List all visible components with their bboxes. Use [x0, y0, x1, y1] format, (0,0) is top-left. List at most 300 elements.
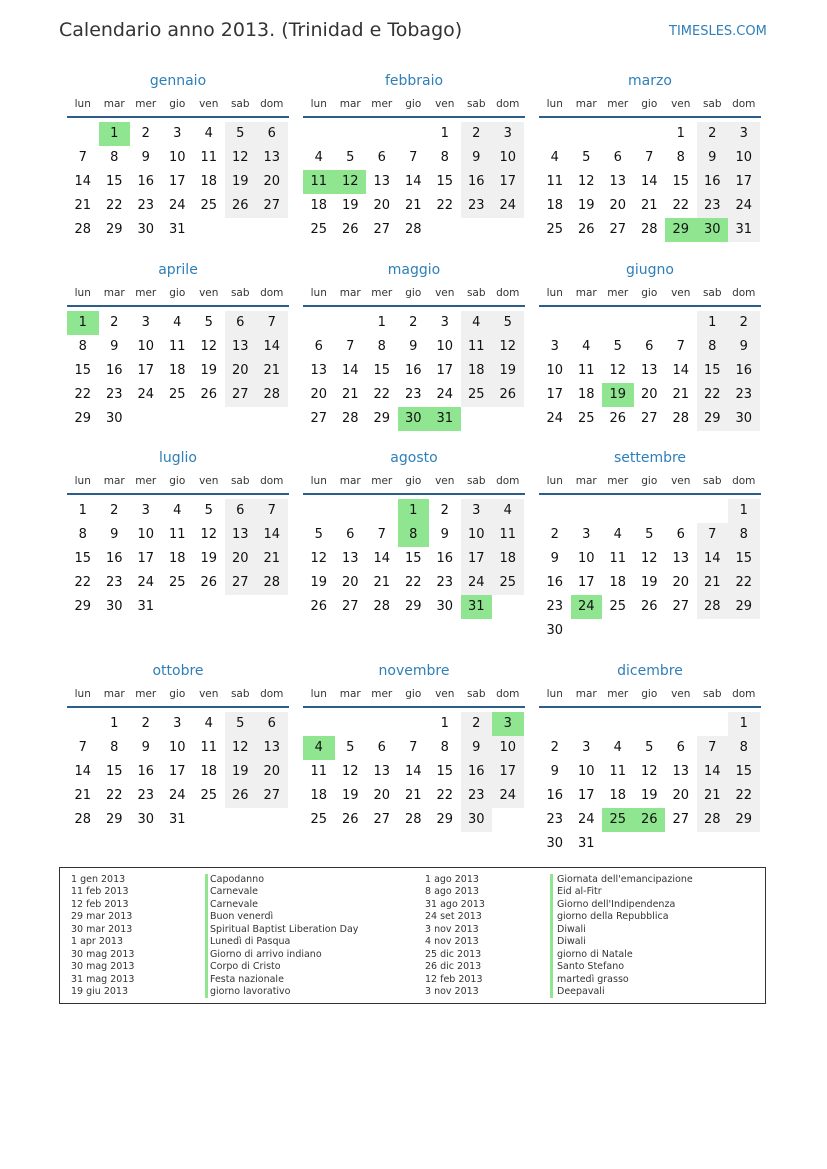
weekday-header: gio [169, 98, 186, 110]
day-cell: 28 [404, 222, 422, 237]
holiday-day-cell: 1 [67, 311, 99, 335]
day-cell: 9 [461, 736, 493, 760]
weekday-header: sab [466, 475, 486, 487]
day-cell: 26 [225, 194, 257, 218]
header-divider [539, 706, 761, 708]
day-cell: 9 [461, 146, 493, 170]
day-cell: 26 [310, 599, 328, 614]
day-cell: 10 [168, 150, 186, 165]
day-cell: 18 [168, 363, 186, 378]
day-cell: 5 [492, 311, 524, 335]
day-cell: 23 [137, 198, 155, 213]
weekday-header: sab [466, 98, 486, 110]
weekday-header: dom [496, 475, 520, 487]
day-cell: 20 [373, 198, 391, 213]
day-cell: 2 [141, 126, 150, 141]
day-cell: 11 [609, 551, 627, 566]
day-cell: 22 [74, 575, 92, 590]
legend-date: 24 set 2013 [425, 911, 482, 923]
day-cell: 10 [168, 740, 186, 755]
day-cell: 18 [310, 198, 328, 213]
day-cell: 28 [74, 812, 92, 827]
day-cell: 3 [440, 315, 449, 330]
day-cell: 22 [728, 571, 760, 595]
weekday-header: mar [575, 688, 597, 700]
day-cell: 6 [613, 150, 622, 165]
day-cell: 3 [728, 122, 760, 146]
day-cell: 30 [137, 222, 155, 237]
day-cell: 14 [404, 764, 422, 779]
day-cell: 12 [310, 551, 328, 566]
day-cell: 21 [341, 387, 359, 402]
day-cell: 2 [550, 527, 559, 542]
day-cell: 15 [74, 551, 92, 566]
weekday-header: sab [230, 98, 250, 110]
weekday-header: ven [435, 475, 455, 487]
weekday-header: mar [339, 688, 361, 700]
day-cell: 9 [141, 150, 150, 165]
day-cell: 17 [577, 575, 595, 590]
legend-date: 31 ago 2013 [425, 898, 485, 910]
day-cell: 5 [645, 527, 654, 542]
month-name: gennaio [149, 73, 207, 89]
day-cell: 30 [728, 407, 760, 431]
day-cell: 17 [728, 170, 760, 194]
legend-date: 30 mag 2013 [71, 948, 135, 960]
day-cell: 22 [436, 198, 454, 213]
day-cell: 13 [373, 174, 391, 189]
day-cell: 20 [225, 547, 257, 571]
holiday-day-cell: 4 [303, 736, 335, 760]
day-cell: 23 [137, 788, 155, 803]
day-cell: 3 [582, 527, 591, 542]
day-cell: 23 [436, 575, 454, 590]
day-cell: 12 [609, 363, 627, 378]
day-cell: 3 [461, 499, 493, 523]
day-cell: 7 [78, 740, 87, 755]
day-cell: 9 [550, 551, 559, 566]
header-divider [303, 493, 525, 495]
legend-right-dates [425, 874, 485, 998]
weekday-header: dom [496, 688, 520, 700]
day-cell: 30 [105, 411, 123, 426]
day-cell: 5 [346, 150, 355, 165]
day-cell: 8 [440, 150, 449, 165]
day-cell: 22 [373, 387, 391, 402]
legend-date: 1 ago 2013 [425, 874, 479, 885]
day-cell: 30 [546, 836, 564, 851]
day-cell: 4 [492, 499, 524, 523]
day-cell: 1 [440, 716, 449, 731]
weekday-header: mer [607, 475, 629, 487]
day-cell: 7 [676, 339, 685, 354]
day-cell: 21 [672, 387, 690, 402]
weekday-header: dom [732, 287, 756, 299]
day-cell: 24 [492, 784, 524, 808]
day-cell: 24 [577, 812, 595, 827]
weekday-header: sab [230, 475, 250, 487]
legend-left-bar [205, 874, 208, 998]
day-cell: 20 [341, 575, 359, 590]
weekday-header: dom [732, 98, 756, 110]
weekday-header: sab [466, 688, 486, 700]
day-cell: 19 [640, 575, 658, 590]
day-cell: 16 [137, 764, 155, 779]
day-cell: 15 [404, 551, 422, 566]
day-cell: 1 [728, 499, 760, 523]
day-cell: 6 [346, 527, 355, 542]
day-cell: 16 [436, 551, 454, 566]
day-cell: 2 [110, 503, 119, 518]
day-cell: 6 [256, 122, 288, 146]
day-cell: 17 [492, 760, 524, 784]
day-cell: 28 [256, 383, 288, 407]
day-cell: 4 [613, 740, 622, 755]
day-cell: 20 [672, 788, 690, 803]
weekday-header: mer [371, 287, 393, 299]
day-cell: 12 [225, 146, 257, 170]
day-cell: 11 [492, 523, 524, 547]
day-cell: 16 [697, 170, 729, 194]
day-cell: 19 [310, 575, 328, 590]
day-cell: 8 [110, 740, 119, 755]
holiday-day-cell: 24 [571, 595, 603, 619]
day-cell: 16 [461, 170, 493, 194]
day-cell: 4 [550, 150, 559, 165]
weekday-header: mer [607, 98, 629, 110]
day-cell: 18 [461, 359, 493, 383]
weekday-header: ven [199, 688, 219, 700]
day-cell: 15 [728, 547, 760, 571]
day-cell: 12 [225, 736, 257, 760]
weekday-header: ven [435, 688, 455, 700]
day-cell: 29 [373, 411, 391, 426]
day-cell: 17 [577, 788, 595, 803]
day-cell: 4 [582, 339, 591, 354]
holiday-day-cell: 3 [492, 712, 524, 736]
legend-name: Santo Stefano [557, 961, 625, 973]
day-cell: 5 [645, 740, 654, 755]
month-name: ottobre [152, 663, 204, 679]
day-cell: 12 [640, 764, 658, 779]
day-cell: 10 [577, 764, 595, 779]
day-cell: 17 [137, 551, 155, 566]
day-cell: 2 [110, 315, 119, 330]
day-cell: 26 [341, 812, 359, 827]
day-cell: 25 [492, 571, 524, 595]
day-cell: 4 [173, 315, 182, 330]
day-cell: 1 [676, 126, 685, 141]
day-cell: 15 [436, 174, 454, 189]
day-cell: 13 [609, 174, 627, 189]
day-cell: 2 [461, 712, 493, 736]
day-cell: 4 [613, 527, 622, 542]
day-cell: 13 [225, 335, 257, 359]
day-cell: 21 [697, 571, 729, 595]
day-cell: 5 [314, 527, 323, 542]
day-cell: 4 [314, 150, 323, 165]
day-cell: 11 [310, 764, 328, 779]
day-cell: 19 [341, 198, 359, 213]
day-cell: 3 [141, 315, 150, 330]
day-cell: 7 [377, 527, 386, 542]
legend-left-names [210, 874, 358, 998]
day-cell: 31 [168, 812, 186, 827]
day-cell: 16 [137, 174, 155, 189]
day-cell: 27 [256, 194, 288, 218]
day-cell: 14 [404, 174, 422, 189]
day-cell: 24 [436, 387, 454, 402]
month-name: maggio [387, 262, 441, 278]
month-name: dicembre [617, 663, 683, 679]
weekday-header: sab [230, 688, 250, 700]
day-cell: 21 [373, 575, 391, 590]
holiday-day-cell: 1 [398, 499, 430, 523]
day-cell: 25 [577, 411, 595, 426]
day-cell: 1 [78, 503, 87, 518]
day-cell: 22 [105, 198, 123, 213]
day-cell: 6 [256, 712, 288, 736]
day-cell: 18 [200, 764, 218, 779]
day-cell: 24 [492, 194, 524, 218]
day-cell: 9 [550, 764, 559, 779]
weekday-header: mar [339, 98, 361, 110]
day-cell: 19 [341, 788, 359, 803]
day-cell: 16 [105, 551, 123, 566]
weekday-header: mer [371, 475, 393, 487]
day-cell: 7 [409, 150, 418, 165]
day-cell: 2 [550, 740, 559, 755]
day-cell: 27 [640, 411, 658, 426]
day-cell: 31 [577, 836, 595, 851]
holiday-day-cell: 1 [99, 122, 131, 146]
day-cell: 28 [404, 812, 422, 827]
day-cell: 6 [676, 740, 685, 755]
day-cell: 26 [492, 383, 524, 407]
holiday-legend [59, 867, 766, 1004]
header-divider [303, 706, 525, 708]
site-link[interactable]: TIMESLES.COM [669, 24, 767, 39]
day-cell: 14 [697, 547, 729, 571]
legend-name: giorno lavorativo [210, 985, 291, 997]
day-cell: 13 [256, 736, 288, 760]
day-cell: 21 [640, 198, 658, 213]
day-cell: 27 [373, 812, 391, 827]
weekday-header: ven [435, 98, 455, 110]
day-cell: 15 [74, 363, 92, 378]
weekday-header: gio [405, 98, 422, 110]
day-cell: 24 [168, 788, 186, 803]
day-cell: 6 [225, 311, 257, 335]
weekday-header: mar [103, 98, 125, 110]
day-cell: 23 [697, 194, 729, 218]
weekday-header: gio [169, 287, 186, 299]
day-cell: 14 [341, 363, 359, 378]
day-cell: 23 [728, 383, 760, 407]
header-divider [67, 706, 289, 708]
legend-date: 12 feb 2013 [71, 898, 129, 910]
day-cell: 25 [609, 599, 627, 614]
legend-date: 3 nov 2013 [425, 985, 479, 997]
legend-name: Spiritual Baptist Liberation Day [210, 923, 359, 935]
day-cell: 1 [377, 315, 386, 330]
weekday-header: sab [702, 287, 722, 299]
legend-name: Deepavali [557, 985, 605, 997]
day-cell: 31 [168, 222, 186, 237]
weekday-header: dom [260, 98, 284, 110]
day-cell: 25 [310, 222, 328, 237]
legend-name: Diwali [557, 936, 586, 948]
weekday-header: mer [135, 688, 157, 700]
weekday-header: ven [671, 688, 691, 700]
day-cell: 11 [609, 764, 627, 779]
day-cell: 19 [225, 170, 257, 194]
day-cell: 19 [200, 363, 218, 378]
day-cell: 6 [377, 740, 386, 755]
weekday-header: mer [135, 475, 157, 487]
day-cell: 17 [546, 387, 564, 402]
day-cell: 2 [141, 716, 150, 731]
day-cell: 2 [728, 311, 760, 335]
weekday-header: mar [339, 475, 361, 487]
weekday-header: mer [607, 287, 629, 299]
day-cell: 18 [577, 387, 595, 402]
day-cell: 23 [546, 599, 564, 614]
weekday-header: mar [103, 688, 125, 700]
weekday-header: ven [671, 98, 691, 110]
day-cell: 15 [436, 764, 454, 779]
weekday-header: lun [546, 98, 563, 110]
day-cell: 29 [404, 599, 422, 614]
day-cell: 22 [697, 383, 729, 407]
day-cell: 6 [377, 150, 386, 165]
weekday-header: mar [103, 287, 125, 299]
holiday-day-cell: 31 [429, 407, 461, 431]
weekday-header: lun [74, 688, 91, 700]
day-cell: 24 [137, 575, 155, 590]
weekday-header: gio [405, 688, 422, 700]
day-cell: 19 [200, 551, 218, 566]
day-cell: 13 [373, 764, 391, 779]
day-cell: 27 [373, 222, 391, 237]
day-cell: 15 [672, 174, 690, 189]
weekday-header: mer [607, 688, 629, 700]
day-cell: 30 [546, 623, 564, 638]
day-cell: 6 [225, 499, 257, 523]
header-divider [67, 305, 289, 307]
header-divider [303, 116, 525, 118]
day-cell: 24 [137, 387, 155, 402]
day-cell: 21 [74, 198, 92, 213]
day-cell: 28 [373, 599, 391, 614]
day-cell: 26 [577, 222, 595, 237]
day-cell: 22 [404, 575, 422, 590]
day-cell: 30 [137, 812, 155, 827]
holiday-day-cell: 8 [398, 523, 430, 547]
day-cell: 1 [728, 712, 760, 736]
day-cell: 29 [728, 595, 760, 619]
weekday-header: sab [702, 475, 722, 487]
weekday-header: gio [641, 287, 658, 299]
day-cell: 10 [577, 551, 595, 566]
day-cell: 8 [728, 523, 760, 547]
header-divider [539, 493, 761, 495]
weekday-header: gio [405, 475, 422, 487]
day-cell: 22 [728, 784, 760, 808]
day-cell: 7 [256, 499, 288, 523]
day-cell: 28 [672, 411, 690, 426]
day-cell: 13 [672, 551, 690, 566]
day-cell: 27 [341, 599, 359, 614]
day-cell: 5 [225, 712, 257, 736]
day-cell: 6 [676, 527, 685, 542]
weekday-header: dom [260, 475, 284, 487]
day-cell: 13 [341, 551, 359, 566]
legend-name: Giornata dell'emancipazione [557, 874, 693, 885]
day-cell: 23 [461, 194, 493, 218]
weekday-header: dom [496, 98, 520, 110]
day-cell: 26 [200, 575, 218, 590]
day-cell: 5 [346, 740, 355, 755]
legend-right-names [557, 874, 693, 998]
day-cell: 20 [225, 359, 257, 383]
weekday-header: mar [575, 98, 597, 110]
day-cell: 3 [550, 339, 559, 354]
day-cell: 16 [728, 359, 760, 383]
weekday-header: gio [641, 98, 658, 110]
day-cell: 7 [78, 150, 87, 165]
day-cell: 12 [200, 339, 218, 354]
day-cell: 1 [697, 311, 729, 335]
day-cell: 7 [256, 311, 288, 335]
day-cell: 18 [492, 547, 524, 571]
day-cell: 3 [492, 122, 524, 146]
day-cell: 13 [310, 363, 328, 378]
legend-date: 1 gen 2013 [71, 874, 126, 885]
day-cell: 23 [404, 387, 422, 402]
day-cell: 23 [461, 784, 493, 808]
day-cell: 8 [78, 527, 87, 542]
legend-name: martedì grasso [557, 973, 629, 985]
day-cell: 31 [137, 599, 155, 614]
day-cell: 28 [640, 222, 658, 237]
day-cell: 8 [110, 150, 119, 165]
day-cell: 8 [377, 339, 386, 354]
day-cell: 27 [225, 571, 257, 595]
day-cell: 2 [697, 122, 729, 146]
day-cell: 18 [609, 575, 627, 590]
day-cell: 27 [225, 383, 257, 407]
holiday-day-cell: 30 [697, 218, 729, 242]
day-cell: 2 [461, 122, 493, 146]
legend-name: Corpo di Cristo [210, 961, 281, 973]
day-cell: 16 [404, 363, 422, 378]
weekday-header: mer [135, 98, 157, 110]
header-divider [67, 116, 289, 118]
day-cell: 6 [314, 339, 323, 354]
day-cell: 11 [168, 527, 186, 542]
day-cell: 18 [609, 788, 627, 803]
month-name: novembre [378, 663, 450, 679]
weekday-header: lun [310, 98, 327, 110]
weekday-header: dom [496, 287, 520, 299]
day-cell: 19 [640, 788, 658, 803]
day-cell: 10 [137, 339, 155, 354]
day-cell: 20 [640, 387, 658, 402]
day-cell: 20 [672, 575, 690, 590]
day-cell: 26 [200, 387, 218, 402]
day-cell: 14 [256, 523, 288, 547]
